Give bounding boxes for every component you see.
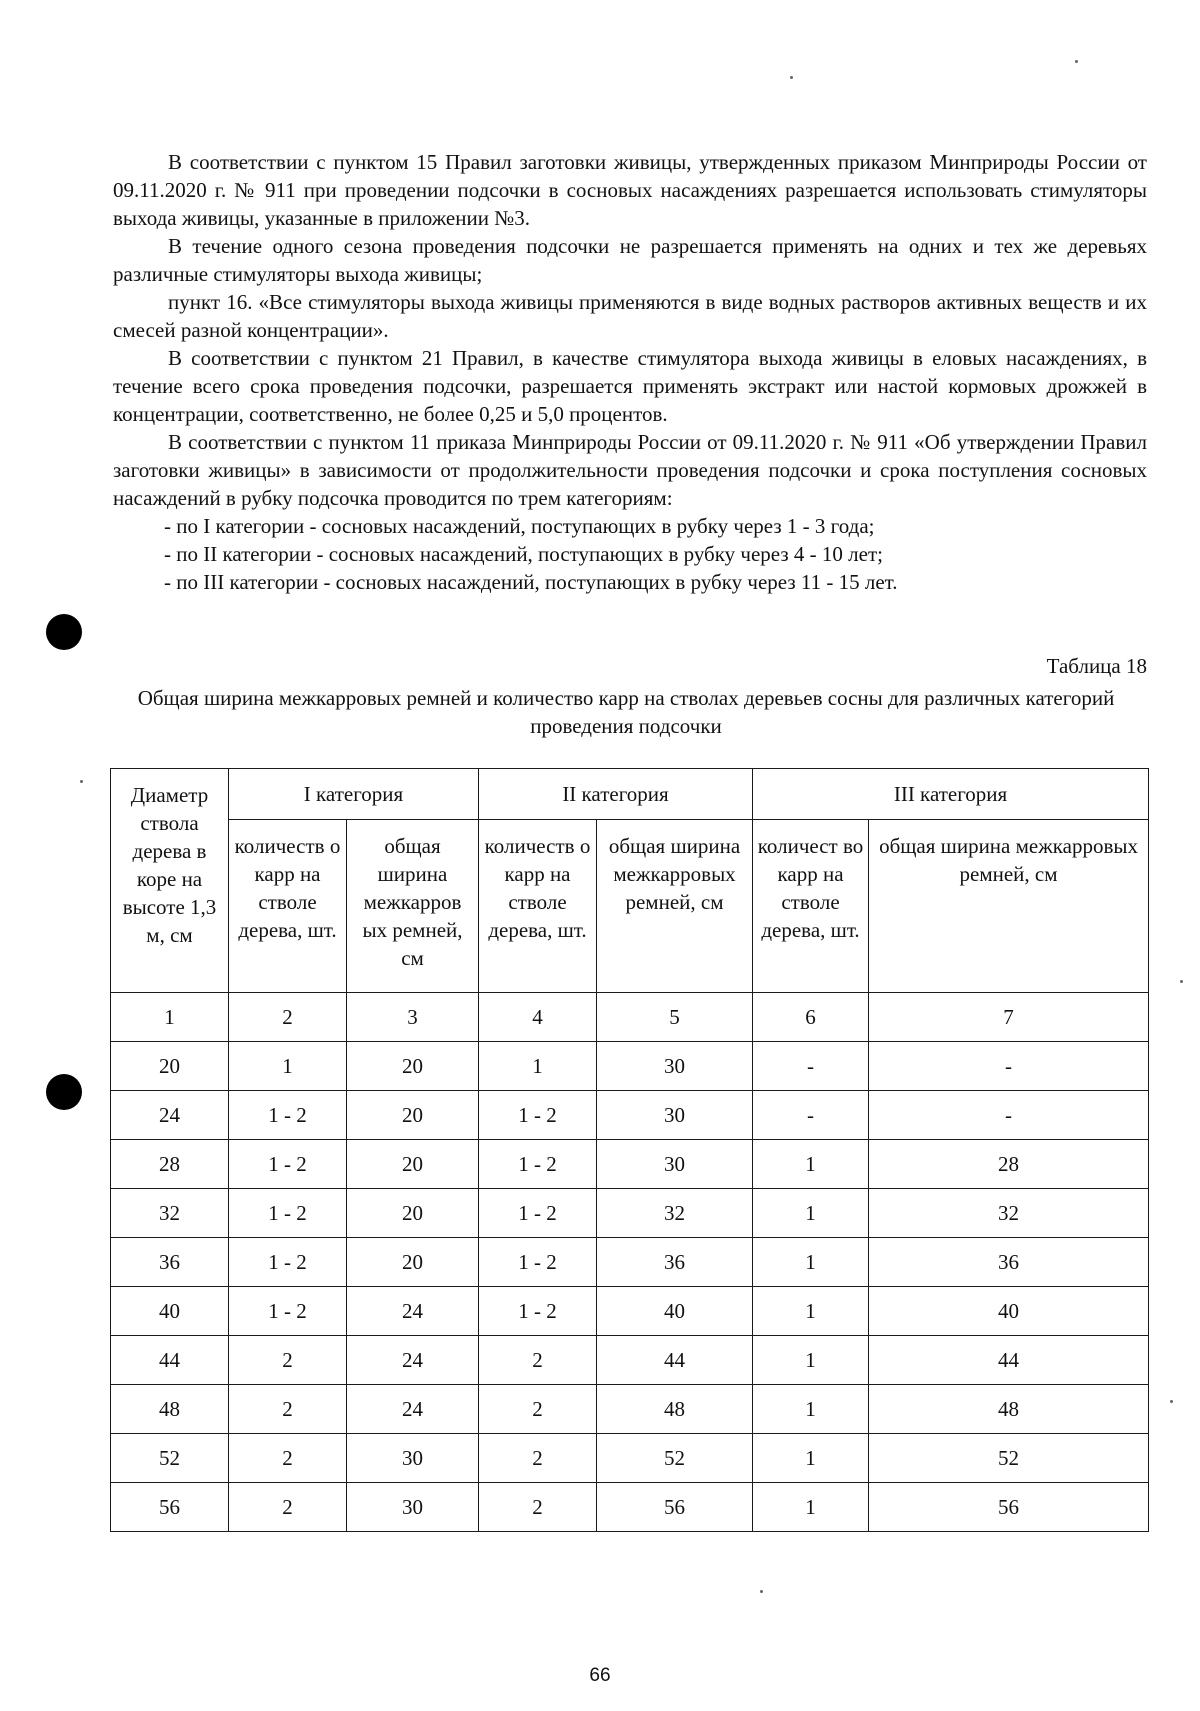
- paragraph: В течение одного сезона проведения подсочки не разрешается применять на одних и тех же деревьях различные стимуляторы выхода живицы;: [113, 234, 1147, 286]
- table-cell: 1: [753, 1287, 869, 1336]
- table-cell: 1 - 2: [479, 1091, 597, 1140]
- scan-speck: [80, 780, 83, 783]
- table-cell: 24: [347, 1385, 479, 1434]
- table-cell: 44: [111, 1336, 229, 1385]
- table-row: [111, 1091, 1149, 1140]
- table-cell: 2: [229, 1434, 347, 1483]
- table-cell: 2: [479, 1385, 597, 1434]
- table-cell: -: [869, 1091, 1149, 1140]
- table-title: Общая ширина межкарровых ремней и количество карр на стволах деревьев сосны для различных категорий проведения подсочки: [137, 686, 1115, 738]
- diameter-header: Диаметр ствола дерева в коре на высоте 1,3 м, см: [111, 769, 229, 993]
- table-cell: 1 - 2: [229, 1189, 347, 1238]
- table-cell: 20: [347, 1189, 479, 1238]
- table-cell: 1 - 2: [229, 1287, 347, 1336]
- paragraph: В соответствии с пунктом 11 приказа Минприроды России от 09.11.2020 г. № 911 «Об утверждении Правил заготовки живицы» в зависимости от продолжительности проведения подсочки и срока поступления сосновых насаждений в рубку подсочка проводится по трем категориям:: [113, 430, 1147, 510]
- table-cell: 1 - 2: [229, 1238, 347, 1287]
- table-cell: 24: [111, 1091, 229, 1140]
- table-cell: 1: [753, 1336, 869, 1385]
- table-cell: 44: [869, 1336, 1149, 1385]
- table-cell: 56: [869, 1483, 1149, 1532]
- table-cell: 24: [347, 1336, 479, 1385]
- table-cell: 28: [111, 1140, 229, 1189]
- table-row: [111, 1483, 1149, 1532]
- category-header: III категория: [753, 769, 1149, 820]
- column-number: 2: [229, 993, 347, 1042]
- table-cell: 40: [111, 1287, 229, 1336]
- column-number: 5: [597, 993, 753, 1042]
- table-cell: 20: [347, 1238, 479, 1287]
- paragraph: В соответствии с пунктом 15 Правил заготовки живицы, утвержденных приказом Минприроды России от 09.11.2020 г. № 911 при проведении подсочки в сосновых насаждениях разрешается использовать стимуляторы выхода живицы, указанные в приложении №3.: [113, 150, 1147, 230]
- table-cell: 20: [347, 1042, 479, 1091]
- table-cell: 36: [111, 1238, 229, 1287]
- paragraph: пункт 16. «Все стимуляторы выхода живицы применяются в виде водных растворов активных веществ и их смесей разной концентрации».: [113, 290, 1147, 342]
- table-cell: 1: [753, 1385, 869, 1434]
- subheader-row: [111, 820, 1149, 993]
- table-row: [111, 1336, 1149, 1385]
- table-cell: 48: [597, 1385, 753, 1434]
- column-header: общая ширина межкарров ых ремней, см: [347, 820, 479, 993]
- table-cell: 2: [229, 1385, 347, 1434]
- table-cell: 2: [479, 1336, 597, 1385]
- table-cell: 1 - 2: [479, 1189, 597, 1238]
- table-cell: 1: [753, 1140, 869, 1189]
- table-cell: 30: [597, 1091, 753, 1140]
- table-cell: 30: [347, 1434, 479, 1483]
- scan-speck: [1075, 60, 1078, 63]
- table-row: [111, 1287, 1149, 1336]
- list-item: - по III категории - сосновых насаждений, поступающих в рубку через 11 - 15 лет.: [164, 570, 898, 594]
- table-cell: 1: [753, 1189, 869, 1238]
- column-header: общая ширина межкарровых ремней, см: [869, 820, 1149, 993]
- table-cell: 1: [479, 1042, 597, 1091]
- column-number: 6: [753, 993, 869, 1042]
- table-cell: 30: [347, 1483, 479, 1532]
- table-cell: 20: [347, 1091, 479, 1140]
- table-cell: 36: [869, 1238, 1149, 1287]
- table-cell: 32: [111, 1189, 229, 1238]
- table-body: [111, 1042, 1149, 1532]
- table-cell: 48: [869, 1385, 1149, 1434]
- table-cell: 2: [479, 1434, 597, 1483]
- table-cell: 56: [597, 1483, 753, 1532]
- column-number: 1: [111, 993, 229, 1042]
- table-cell: -: [753, 1042, 869, 1091]
- table-cell: 52: [597, 1434, 753, 1483]
- table-cell: 1: [229, 1042, 347, 1091]
- table-cell: 56: [111, 1483, 229, 1532]
- table-row: [111, 1189, 1149, 1238]
- table-row: [111, 1238, 1149, 1287]
- data-table: [110, 768, 1149, 1532]
- table-cell: 1 - 2: [479, 1140, 597, 1189]
- scan-speck: [760, 1590, 763, 1593]
- punch-hole: [46, 1074, 82, 1110]
- table-cell: 2: [229, 1483, 347, 1532]
- table-cell: 52: [869, 1434, 1149, 1483]
- table-cell: 20: [111, 1042, 229, 1091]
- table-cell: 40: [597, 1287, 753, 1336]
- column-number: 4: [479, 993, 597, 1042]
- table-row: [111, 1140, 1149, 1189]
- table-cell: 1: [753, 1483, 869, 1532]
- column-number: 3: [347, 993, 479, 1042]
- table-cell: 28: [869, 1140, 1149, 1189]
- table-cell: 32: [597, 1189, 753, 1238]
- table-row: [111, 1042, 1149, 1091]
- table-cell: 1 - 2: [479, 1287, 597, 1336]
- table-cell: 52: [111, 1434, 229, 1483]
- scan-speck: [1180, 980, 1183, 983]
- table-cell: 1: [753, 1434, 869, 1483]
- table-row: [111, 1434, 1149, 1483]
- column-header: количеств о карр на стволе дерева, шт.: [479, 820, 597, 993]
- column-number-row: [111, 993, 1149, 1042]
- list-item: - по II категории - сосновых насаждений, поступающих в рубку через 4 - 10 лет;: [164, 542, 883, 566]
- body-text: [113, 148, 1147, 596]
- category-header: I категория: [229, 769, 479, 820]
- column-header: общая ширина межкарровых ремней, см: [597, 820, 753, 993]
- table-cell: 24: [347, 1287, 479, 1336]
- table-cell: -: [753, 1091, 869, 1140]
- table-cell: 2: [479, 1483, 597, 1532]
- table-cell: 20: [347, 1140, 479, 1189]
- punch-hole: [46, 614, 82, 650]
- scan-speck: [790, 76, 793, 79]
- table-cell: 30: [597, 1042, 753, 1091]
- category-header: II категория: [479, 769, 753, 820]
- table-cell: 1 - 2: [229, 1091, 347, 1140]
- paragraph: В соответствии с пунктом 21 Правил, в качестве стимулятора выхода живицы в еловых насаждениях, в течение всего срока проведения подсочки, разрешается применять экстракт или настой кормовых дрожжей в концентрации, соответственно, не более 0,25 и 5,0 процентов.: [113, 346, 1147, 426]
- table-cell: 40: [869, 1287, 1149, 1336]
- table-cell: 1: [753, 1238, 869, 1287]
- column-header: количеств о карр на стволе дерева, шт.: [229, 820, 347, 993]
- table-cell: 1 - 2: [229, 1140, 347, 1189]
- table-cell: -: [869, 1042, 1149, 1091]
- table-label: Таблица 18: [1046, 654, 1147, 678]
- scan-speck: [1170, 1400, 1173, 1403]
- table-cell: 32: [869, 1189, 1149, 1238]
- column-header: количест во карр на стволе дерева, шт.: [753, 820, 869, 993]
- table-cell: 48: [111, 1385, 229, 1434]
- column-number: 7: [869, 993, 1149, 1042]
- list-item: - по I категории - сосновых насаждений, поступающих в рубку через 1 - 3 года;: [164, 514, 875, 538]
- table-cell: 30: [597, 1140, 753, 1189]
- table-cell: 44: [597, 1336, 753, 1385]
- page-number: 66: [589, 1665, 611, 1686]
- category-header-row: [111, 769, 1149, 820]
- table-cell: 1 - 2: [479, 1238, 597, 1287]
- table-cell: 36: [597, 1238, 753, 1287]
- table-cell: 2: [229, 1336, 347, 1385]
- table-row: [111, 1385, 1149, 1434]
